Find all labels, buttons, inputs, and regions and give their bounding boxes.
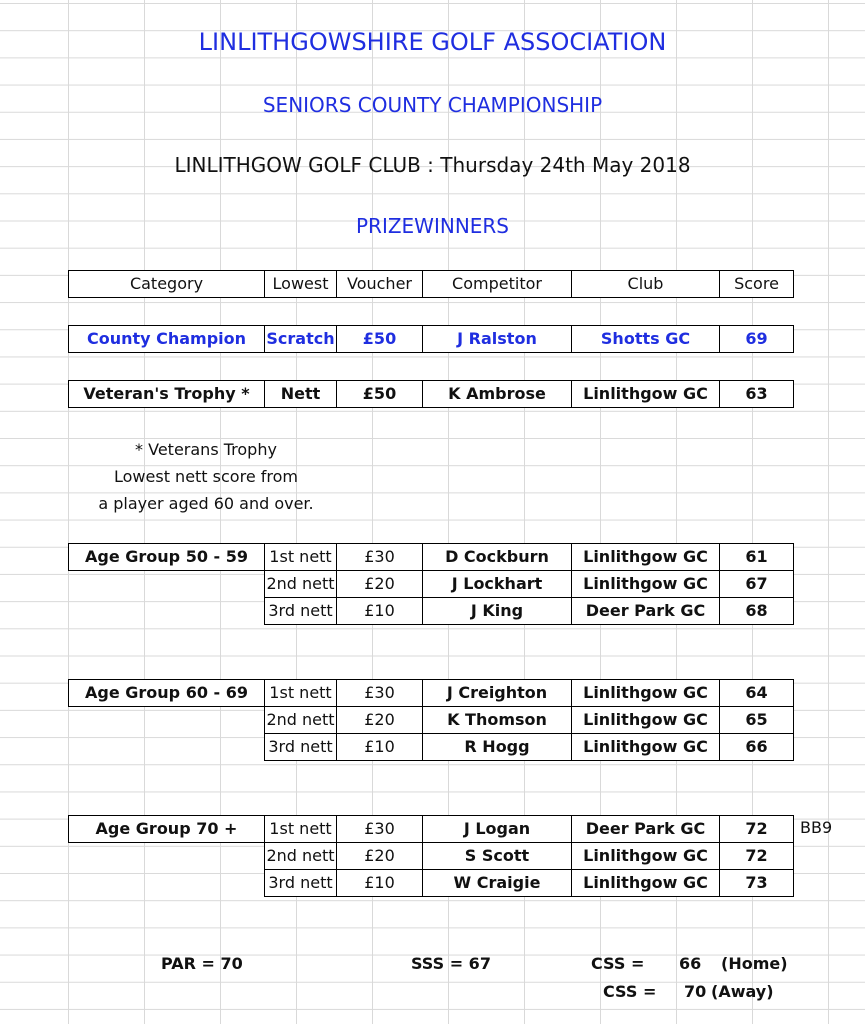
veteran-row <box>69 381 794 408</box>
venue-date: LINLITHGOW GOLF CLUB : Thursday 24th May 2018 <box>174 153 691 177</box>
competitor-cell: W Craigie <box>423 870 572 897</box>
voucher-cell: £30 <box>337 544 423 571</box>
table-row <box>69 571 794 598</box>
voucher-cell: £10 <box>337 598 423 625</box>
score-cell: 65 <box>720 707 794 734</box>
par-value: PAR = 70 <box>161 954 243 973</box>
club-cell: Linlithgow GC <box>572 843 720 870</box>
age-group-table <box>68 679 794 761</box>
club-cell: Linlithgow GC <box>572 734 720 761</box>
css-away-label: CSS = <box>603 982 657 1001</box>
table-row <box>69 734 794 761</box>
competitor-cell: D Cockburn <box>423 544 572 571</box>
competitor-cell: J King <box>423 598 572 625</box>
club-cell: Linlithgow GC <box>572 680 720 707</box>
position-cell: 3rd nett <box>265 734 337 761</box>
club-cell: Linlithgow GC <box>572 707 720 734</box>
score-cell: 61 <box>720 544 794 571</box>
col-voucher: Voucher <box>337 271 423 298</box>
header-row <box>69 271 794 298</box>
veteran-note-line: Lowest nett score from <box>114 467 298 486</box>
voucher-cell: £30 <box>337 680 423 707</box>
css-home-label: CSS = <box>591 954 645 973</box>
age-group-table <box>68 543 794 625</box>
col-competitor: Competitor <box>423 271 572 298</box>
position-cell: 1st nett <box>265 680 337 707</box>
club-cell: Linlithgow GC <box>572 870 720 897</box>
table-row <box>69 598 794 625</box>
blank-cell <box>69 598 265 625</box>
age-group-label: Age Group 50 - 59 <box>69 544 265 571</box>
col-club: Club <box>572 271 720 298</box>
association-title: LINLITHGOWSHIRE GOLF ASSOCIATION <box>198 28 667 56</box>
score-cell: 68 <box>720 598 794 625</box>
veteran-table <box>68 380 794 408</box>
css-away-value: 70 <box>684 982 707 1001</box>
position-cell: 2nd nett <box>265 571 337 598</box>
champion-lowest: Scratch <box>265 326 337 353</box>
col-category: Category <box>69 271 265 298</box>
blank-cell <box>69 707 265 734</box>
age-group-label: Age Group 60 - 69 <box>69 680 265 707</box>
voucher-cell: £10 <box>337 734 423 761</box>
blank-cell <box>69 571 265 598</box>
voucher-cell: £20 <box>337 571 423 598</box>
blank-cell <box>69 734 265 761</box>
age-group-table <box>68 815 794 897</box>
veteran-note-line: * Veterans Trophy <box>135 440 277 459</box>
sss-value: SSS = 67 <box>411 954 491 973</box>
table-row <box>69 707 794 734</box>
score-cell: 66 <box>720 734 794 761</box>
position-cell: 2nd nett <box>265 707 337 734</box>
col-score: Score <box>720 271 794 298</box>
competitor-cell: J Lockhart <box>423 571 572 598</box>
championship-title: SENIORS COUNTY CHAMPIONSHIP <box>262 93 603 117</box>
champion-voucher: £50 <box>337 326 423 353</box>
col-lowest: Lowest <box>265 271 337 298</box>
tiebreak-note: BB9 <box>800 818 833 837</box>
position-cell: 1st nett <box>265 816 337 843</box>
champion-category: County Champion <box>69 326 265 353</box>
competitor-cell: J Logan <box>423 816 572 843</box>
position-cell: 2nd nett <box>265 843 337 870</box>
veteran-competitor: K Ambrose <box>423 381 572 408</box>
champion-club: Shotts GC <box>572 326 720 353</box>
css-home-tag: (Home) <box>721 954 788 973</box>
score-cell: 72 <box>720 843 794 870</box>
prizewinners-heading: PRIZEWINNERS <box>355 214 510 238</box>
champion-score: 69 <box>720 326 794 353</box>
veteran-category: Veteran's Trophy * <box>69 381 265 408</box>
position-cell: 3rd nett <box>265 598 337 625</box>
veteran-score: 63 <box>720 381 794 408</box>
competitor-cell: S Scott <box>423 843 572 870</box>
table-row <box>69 870 794 897</box>
voucher-cell: £20 <box>337 707 423 734</box>
table-row <box>69 544 794 571</box>
veteran-club: Linlithgow GC <box>572 381 720 408</box>
veteran-voucher: £50 <box>337 381 423 408</box>
club-cell: Linlithgow GC <box>572 571 720 598</box>
competitor-cell: K Thomson <box>423 707 572 734</box>
competitor-cell: J Creighton <box>423 680 572 707</box>
score-cell: 64 <box>720 680 794 707</box>
css-away-tag: (Away) <box>711 982 774 1001</box>
score-cell: 73 <box>720 870 794 897</box>
veteran-note-line: a player aged 60 and over. <box>98 494 314 513</box>
blank-cell <box>69 870 265 897</box>
voucher-cell: £30 <box>337 816 423 843</box>
position-cell: 3rd nett <box>265 870 337 897</box>
club-cell: Deer Park GC <box>572 598 720 625</box>
voucher-cell: £20 <box>337 843 423 870</box>
table-row <box>69 816 794 843</box>
competitor-cell: R Hogg <box>423 734 572 761</box>
voucher-cell: £10 <box>337 870 423 897</box>
veteran-lowest: Nett <box>265 381 337 408</box>
score-cell: 72 <box>720 816 794 843</box>
position-cell: 1st nett <box>265 544 337 571</box>
club-cell: Linlithgow GC <box>572 544 720 571</box>
score-cell: 67 <box>720 571 794 598</box>
club-cell: Deer Park GC <box>572 816 720 843</box>
blank-cell <box>69 843 265 870</box>
column-header-table <box>68 270 794 298</box>
age-group-label: Age Group 70 + <box>69 816 265 843</box>
champion-table <box>68 325 794 353</box>
champion-competitor: J Ralston <box>423 326 572 353</box>
table-row <box>69 680 794 707</box>
table-row <box>69 843 794 870</box>
veteran-note <box>68 436 344 517</box>
champion-row <box>69 326 794 353</box>
css-home-value: 66 <box>679 954 702 973</box>
